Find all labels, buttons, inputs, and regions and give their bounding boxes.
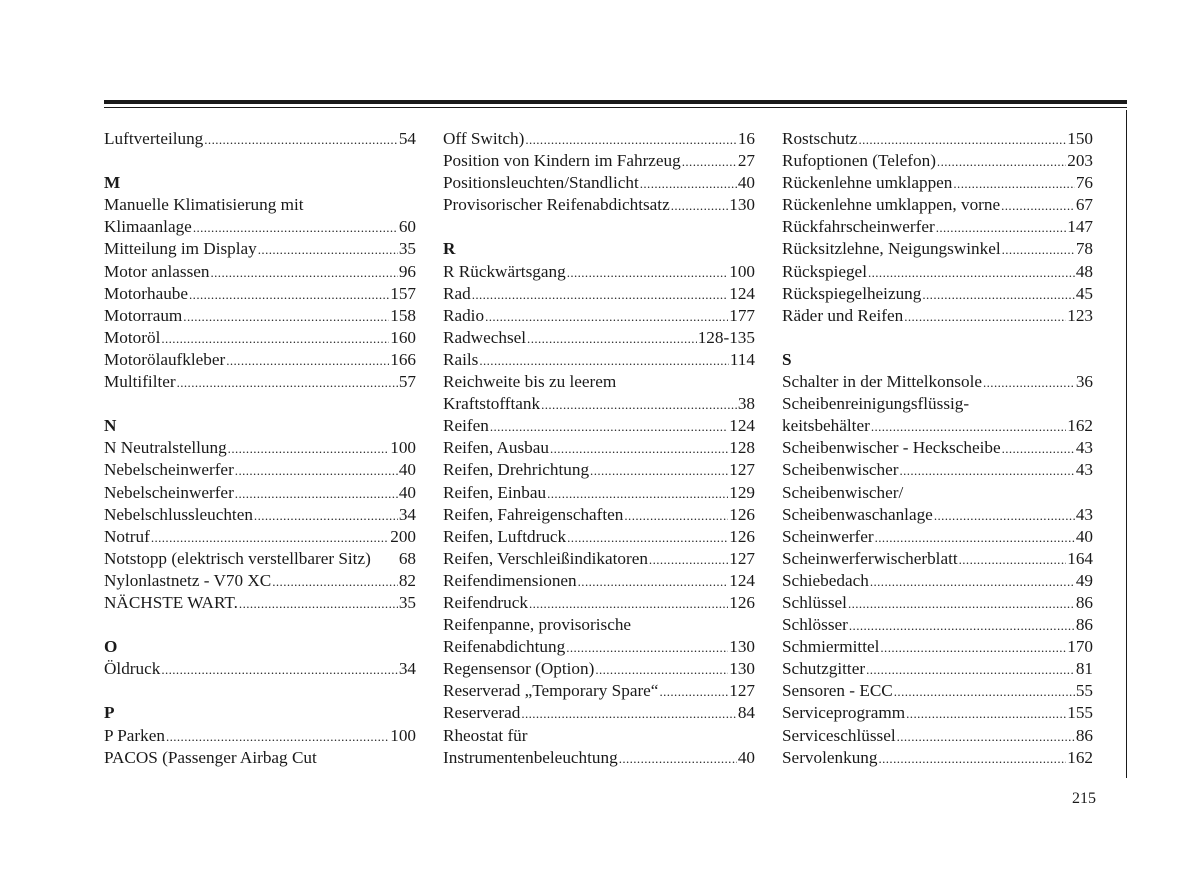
- dot-leader: [937, 151, 1066, 172]
- entry-label: Motor anlassen: [104, 261, 210, 281]
- dot-leader: [183, 306, 389, 327]
- entry-page-number: 127: [729, 681, 755, 701]
- entry-label: Positionsleuchten/Standlicht: [443, 173, 639, 193]
- entry-label: Rückspiegel: [782, 261, 867, 281]
- index-entry: [782, 548, 1093, 570]
- dot-leader: [472, 284, 729, 305]
- entry-label: Reifen, Fahreigenschaften: [443, 504, 624, 524]
- dot-leader: [922, 284, 1074, 305]
- spacer-row: [104, 150, 416, 172]
- dot-leader: [258, 239, 398, 260]
- dot-leader: [525, 129, 736, 150]
- index-entry: [443, 393, 755, 415]
- index-entry: [443, 327, 755, 349]
- index-entry: [104, 548, 416, 570]
- entry-page-number: 124: [729, 416, 755, 436]
- entry-label: Rücksitzlehne, Neigungswinkel: [782, 239, 1001, 259]
- entry-page-number: 40: [1075, 526, 1093, 546]
- entry-label: Schlüssel: [782, 592, 847, 612]
- entry-page-number: 166: [390, 349, 416, 369]
- index-entry: [782, 128, 1093, 150]
- section-letter: M: [104, 173, 121, 193]
- index-entry: [443, 592, 755, 614]
- index-entry: [443, 349, 755, 371]
- dot-leader: [161, 328, 389, 349]
- entry-label: Reifen, Einbau: [443, 482, 547, 502]
- entry-page-number: 162: [1067, 747, 1093, 767]
- index-entry: [443, 415, 755, 437]
- entry-page-number: 100: [390, 725, 416, 745]
- index-entry: [104, 482, 416, 504]
- dot-leader: [204, 129, 398, 150]
- index-entry: [443, 482, 755, 504]
- dot-leader: [595, 659, 728, 680]
- index-entry: [443, 504, 755, 526]
- entry-label: N Neutralstellung: [104, 438, 227, 458]
- entry-page-number: 124: [729, 283, 755, 303]
- entry-label: Notstopp (elektrisch verstellbarer Sitz): [104, 548, 371, 568]
- dot-leader: [871, 416, 1066, 437]
- dot-leader: [953, 173, 1074, 194]
- entry-label: Reifen, Luftdruck: [443, 526, 567, 546]
- entry-label: Motorhaube: [104, 283, 189, 303]
- spacer-row: [104, 393, 416, 415]
- entry-label: Rückfahrscheinwerfer: [782, 217, 935, 237]
- dot-leader: [177, 372, 398, 393]
- section-letter: N: [104, 416, 117, 436]
- entry-page-number: 49: [1075, 570, 1093, 590]
- index-entry: [443, 305, 755, 327]
- entry-page-number: 200: [390, 526, 416, 546]
- entry-page-number: 48: [1075, 261, 1093, 281]
- dot-leader: [479, 350, 729, 371]
- entry-label: Reifen, Ausbau: [443, 438, 549, 458]
- entry-label: Radwechsel: [443, 327, 527, 347]
- index-entry: [782, 150, 1093, 172]
- entry-label: Schlösser: [782, 615, 848, 635]
- entry-label: Servolenkung: [782, 747, 878, 767]
- dot-leader: [235, 483, 398, 504]
- index-entry: [443, 680, 755, 702]
- dot-leader: [226, 350, 389, 371]
- index-entry: [782, 747, 1093, 769]
- index-entry-continued: Reichweite bis zu leerem: [443, 372, 617, 392]
- dot-leader: [858, 129, 1066, 150]
- entry-label: Schalter in der Mittelkonsole: [782, 372, 982, 392]
- dot-leader: [619, 748, 737, 769]
- entry-label: Schmiermittel: [782, 637, 880, 657]
- index-entry: [782, 172, 1093, 194]
- index-entry: [782, 305, 1093, 327]
- entry-page-number: 157: [390, 283, 416, 303]
- entry-page-number: 177: [729, 305, 755, 325]
- index-entry: [443, 437, 755, 459]
- dot-leader: [193, 217, 398, 238]
- entry-page-number: 34: [398, 659, 416, 679]
- header-rule-thick: [104, 100, 1127, 104]
- entry-page-number: 123: [1067, 305, 1093, 325]
- dot-leader: [590, 460, 728, 481]
- entry-page-number: 126: [729, 592, 755, 612]
- entry-page-number: 147: [1067, 217, 1093, 237]
- dot-leader: [849, 615, 1075, 636]
- entry-page-number: 40: [737, 173, 755, 193]
- entry-page-number: 126: [729, 504, 755, 524]
- index-entry: [443, 548, 755, 570]
- entry-label: Scheibenwischer: [782, 460, 899, 480]
- dot-leader: [904, 306, 1066, 327]
- dot-leader: [567, 527, 728, 548]
- dot-leader: [848, 593, 1075, 614]
- entry-label: Off Switch): [443, 129, 525, 148]
- dot-leader: [866, 659, 1075, 680]
- dot-leader: [894, 681, 1075, 702]
- dot-leader: [189, 284, 389, 305]
- dot-leader: [521, 703, 737, 724]
- entry-page-number: 128-135: [697, 327, 755, 347]
- entry-label: Motoröl: [104, 327, 161, 347]
- entry-page-number: 40: [398, 460, 416, 480]
- index-entry: [443, 194, 755, 216]
- entry-page-number: 160: [390, 327, 416, 347]
- index-entry: [782, 194, 1093, 216]
- entry-label: Reifenabdichtung: [443, 637, 566, 657]
- dot-leader: [529, 593, 728, 614]
- entry-page-number: 38: [737, 394, 755, 414]
- dot-leader: [151, 527, 389, 548]
- index-entry: [782, 702, 1093, 724]
- entry-page-number: 129: [729, 482, 755, 502]
- entry-label: Reifen, Drehrichtung: [443, 460, 590, 480]
- dot-leader: [235, 460, 398, 481]
- entry-page-number: 35: [398, 239, 416, 259]
- dot-leader: [649, 549, 728, 570]
- entry-label: Position von Kindern im Fahrzeug: [443, 151, 681, 171]
- index-entry-continued: Manuelle Klimatisierung mit: [104, 195, 304, 215]
- entry-label: Regensensor (Option): [443, 659, 595, 679]
- index-entry: [782, 680, 1093, 702]
- index-entry: [104, 437, 416, 459]
- dot-leader: [1001, 195, 1075, 216]
- index-entry: [443, 526, 755, 548]
- page-number: 215: [1072, 790, 1096, 807]
- dot-leader: [983, 372, 1075, 393]
- entry-label: Reserverad „Temporary Spare“: [443, 681, 659, 701]
- entry-page-number: 82: [398, 570, 416, 590]
- entry-label: Reifendimensionen: [443, 570, 577, 590]
- index-entry: [104, 216, 416, 238]
- entry-label: Provisorischer Reifenabdichtsatz: [443, 195, 670, 215]
- entry-page-number: 124: [729, 570, 755, 590]
- index-entry: [104, 459, 416, 481]
- dot-leader: [567, 262, 729, 283]
- entry-label: Schiebedach: [782, 570, 869, 590]
- section-letter: P: [104, 703, 115, 723]
- dot-leader: [959, 549, 1067, 570]
- index-entry: [443, 150, 755, 172]
- dot-leader: [541, 394, 737, 415]
- entry-page-number: 203: [1067, 151, 1093, 171]
- entry-label: Reifen: [443, 416, 489, 436]
- entry-page-number: 40: [737, 747, 755, 767]
- entry-label: Rufoptionen (Telefon): [782, 151, 936, 171]
- entry-label: Scheibenwaschanlage: [782, 504, 933, 524]
- index-entry: [104, 592, 416, 614]
- entry-page-number: 114: [729, 349, 755, 369]
- section-letter: R: [443, 239, 456, 259]
- dot-leader: [550, 438, 728, 459]
- dot-leader: [485, 306, 728, 327]
- index-entry: [782, 614, 1093, 636]
- entry-page-number: 68: [398, 548, 416, 568]
- entry-page-number: 27: [737, 151, 755, 171]
- dot-leader: [161, 659, 397, 680]
- entry-label: Rückenlehne umklappen: [782, 173, 953, 193]
- entry-page-number: 130: [729, 637, 755, 657]
- dot-leader: [527, 328, 697, 349]
- index-entry: [104, 349, 416, 371]
- dot-leader: [671, 195, 729, 216]
- entry-page-number: 158: [390, 305, 416, 325]
- index-entry: [443, 283, 755, 305]
- entry-page-number: 78: [1075, 239, 1093, 259]
- index-entry: [104, 283, 416, 305]
- entry-label: Scheibenwischer - Heckscheibe: [782, 438, 1001, 458]
- index-entry: [104, 261, 416, 283]
- index-entry: [104, 526, 416, 548]
- entry-page-number: 36: [1075, 372, 1093, 392]
- entry-label: Schutzgitter: [782, 659, 866, 679]
- entry-label: Scheinwerfer: [782, 526, 874, 546]
- entry-page-number: 130: [729, 195, 755, 215]
- section-letter: O: [104, 637, 118, 657]
- entry-label: Reserverad: [443, 703, 521, 723]
- dot-leader: [906, 703, 1066, 724]
- entry-page-number: 150: [1067, 129, 1093, 148]
- entry-label: Kraftstofftank: [443, 394, 541, 414]
- entry-label: Nebelscheinwerfer: [104, 482, 234, 502]
- entry-page-number: 57: [398, 372, 416, 392]
- dot-leader: [878, 748, 1066, 769]
- index-entry: [104, 570, 416, 592]
- dot-leader: [566, 637, 728, 658]
- dot-leader: [934, 505, 1075, 526]
- index-entry: [104, 128, 416, 150]
- index-entry: [782, 437, 1093, 459]
- entry-page-number: 96: [398, 261, 416, 281]
- entry-page-number: 100: [390, 438, 416, 458]
- dot-leader: [547, 483, 728, 504]
- index-entry: [104, 327, 416, 349]
- dot-leader: [897, 726, 1075, 747]
- entry-label: Mitteilung im Display: [104, 239, 257, 259]
- spacer-row: [782, 327, 1093, 349]
- entry-page-number: 81: [1075, 659, 1093, 679]
- entry-page-number: 126: [729, 526, 755, 546]
- index-entry: [782, 283, 1093, 305]
- index-entry-continued: PACOS (Passenger Airbag Cut: [104, 747, 317, 767]
- dot-leader: [239, 593, 398, 614]
- entry-page-number: 127: [729, 460, 755, 480]
- index-entry: [104, 371, 416, 393]
- dot-leader: [870, 571, 1075, 592]
- entry-label: Sensoren - ECC: [782, 681, 893, 701]
- index-column-2: [443, 128, 755, 769]
- index-entry: [443, 747, 755, 769]
- entry-label: keitsbehälter: [782, 416, 870, 436]
- index-entry: [782, 592, 1093, 614]
- index-entry: [782, 504, 1093, 526]
- index-entry-continued: Rheostat für: [443, 725, 528, 745]
- section-letter: S: [782, 349, 792, 369]
- entry-page-number: 164: [1067, 548, 1093, 568]
- index-entry: [443, 128, 755, 150]
- entry-page-number: 40: [398, 482, 416, 502]
- entry-label: Reifendruck: [443, 592, 528, 612]
- index-entry: [782, 636, 1093, 658]
- entry-page-number: 35: [398, 592, 416, 612]
- index-entry: [782, 238, 1093, 260]
- dot-leader: [1002, 239, 1075, 260]
- entry-label: Rostschutz: [782, 129, 858, 148]
- index-entry: [104, 658, 416, 680]
- dot-leader: [682, 151, 737, 172]
- dot-leader: [899, 460, 1074, 481]
- index-entry-continued: Scheibenwischer/: [782, 482, 904, 502]
- dot-leader: [640, 173, 737, 194]
- dot-leader: [659, 681, 728, 702]
- index-entry: [104, 238, 416, 260]
- entry-label: Öldruck: [104, 659, 161, 679]
- index-entry: [443, 570, 755, 592]
- dot-leader: [272, 571, 398, 592]
- entry-page-number: 43: [1075, 504, 1093, 524]
- index-entry: [782, 570, 1093, 592]
- entry-page-number: 86: [1075, 615, 1093, 635]
- dot-leader: [936, 217, 1067, 238]
- dot-leader: [875, 527, 1075, 548]
- entry-label: Serviceschlüssel: [782, 725, 896, 745]
- entry-label: Scheinwerferwischerblatt: [782, 548, 958, 568]
- index-entry-continued: Scheibenreinigungsflüssig-: [782, 394, 970, 414]
- index-entry: [443, 636, 755, 658]
- entry-page-number: 43: [1075, 460, 1093, 480]
- index-entry: [443, 658, 755, 680]
- entry-page-number: 155: [1067, 703, 1093, 723]
- entry-page-number: 54: [398, 129, 416, 148]
- entry-page-number: 67: [1075, 195, 1093, 215]
- index-entry: [443, 172, 755, 194]
- entry-page-number: 84: [737, 703, 755, 723]
- index-entry: [782, 415, 1093, 437]
- entry-label: Rad: [443, 283, 471, 303]
- entry-page-number: 162: [1067, 416, 1093, 436]
- entry-label: Serviceprogramm: [782, 703, 906, 723]
- dot-leader: [490, 416, 728, 437]
- index-entry: [443, 702, 755, 724]
- entry-label: Rückspiegelheizung: [782, 283, 922, 303]
- entry-page-number: 128: [729, 438, 755, 458]
- entry-label: Notruf: [104, 526, 150, 546]
- entry-page-number: 127: [729, 548, 755, 568]
- entry-page-number: 43: [1075, 438, 1093, 458]
- entry-label: Rails: [443, 349, 479, 369]
- index-entry: [782, 658, 1093, 680]
- index-entry: [104, 305, 416, 327]
- entry-page-number: 86: [1075, 592, 1093, 612]
- index-entry: [104, 725, 416, 747]
- index-entry: [782, 459, 1093, 481]
- dot-leader: [1002, 438, 1075, 459]
- entry-label: Motorölaufkleber: [104, 349, 226, 369]
- entry-label: Multifilter: [104, 372, 176, 392]
- entry-label: Instrumentenbeleuchtung: [443, 747, 618, 767]
- entry-label: Räder und Reifen: [782, 305, 904, 325]
- dot-leader: [166, 726, 389, 747]
- right-margin-line: [1126, 110, 1127, 778]
- index-entry: [782, 526, 1093, 548]
- dot-leader: [880, 637, 1066, 658]
- entry-page-number: 45: [1075, 283, 1093, 303]
- index-entry: [782, 261, 1093, 283]
- index-entry: [782, 371, 1093, 393]
- entry-page-number: 86: [1075, 725, 1093, 745]
- entry-label: Luftverteilung: [104, 129, 204, 148]
- entry-label: Nylonlastnetz - V70 XC: [104, 570, 272, 590]
- entry-page-number: 60: [398, 217, 416, 237]
- dot-leader: [228, 438, 390, 459]
- header-rule-thin: [104, 107, 1127, 108]
- entry-page-number: 130: [729, 659, 755, 679]
- spacer-row: [443, 216, 755, 238]
- entry-label: Rückenlehne umklappen, vorne: [782, 195, 1001, 215]
- entry-label: Radio: [443, 305, 485, 325]
- entry-page-number: 76: [1075, 173, 1093, 193]
- index-entry-continued: Reifenpanne, provisorische: [443, 615, 632, 635]
- index-entry: [782, 725, 1093, 747]
- entry-label: Nebelscheinwerfer: [104, 460, 234, 480]
- entry-page-number: 100: [729, 261, 755, 281]
- index-column-1: [104, 128, 416, 769]
- entry-label: NÄCHSTE WART.: [104, 592, 238, 612]
- index-column-3: [782, 128, 1093, 769]
- entry-label: Nebelschlussleuchten: [104, 504, 253, 524]
- entry-page-number: 170: [1067, 637, 1093, 657]
- dot-leader: [868, 262, 1075, 283]
- spacer-row: [104, 680, 416, 702]
- dot-leader: [578, 571, 729, 592]
- spacer-row: [104, 614, 416, 636]
- entry-label: P Parken: [104, 725, 165, 745]
- dot-leader: [624, 505, 728, 526]
- index-entry: [443, 459, 755, 481]
- entry-label: Klimaanlage: [104, 217, 192, 237]
- entry-label: Motorraum: [104, 305, 183, 325]
- entry-page-number: 55: [1075, 681, 1093, 701]
- entry-label: R Rückwärtsgang: [443, 261, 566, 281]
- index-entry: [104, 504, 416, 526]
- dot-leader: [254, 505, 398, 526]
- dot-leader: [211, 262, 398, 283]
- entry-page-number: 34: [398, 504, 416, 524]
- entry-page-number: 16: [737, 129, 755, 148]
- index-entry: [443, 261, 755, 283]
- index-entry: [782, 216, 1093, 238]
- entry-label: Reifen, Verschleißindikatoren: [443, 548, 648, 568]
